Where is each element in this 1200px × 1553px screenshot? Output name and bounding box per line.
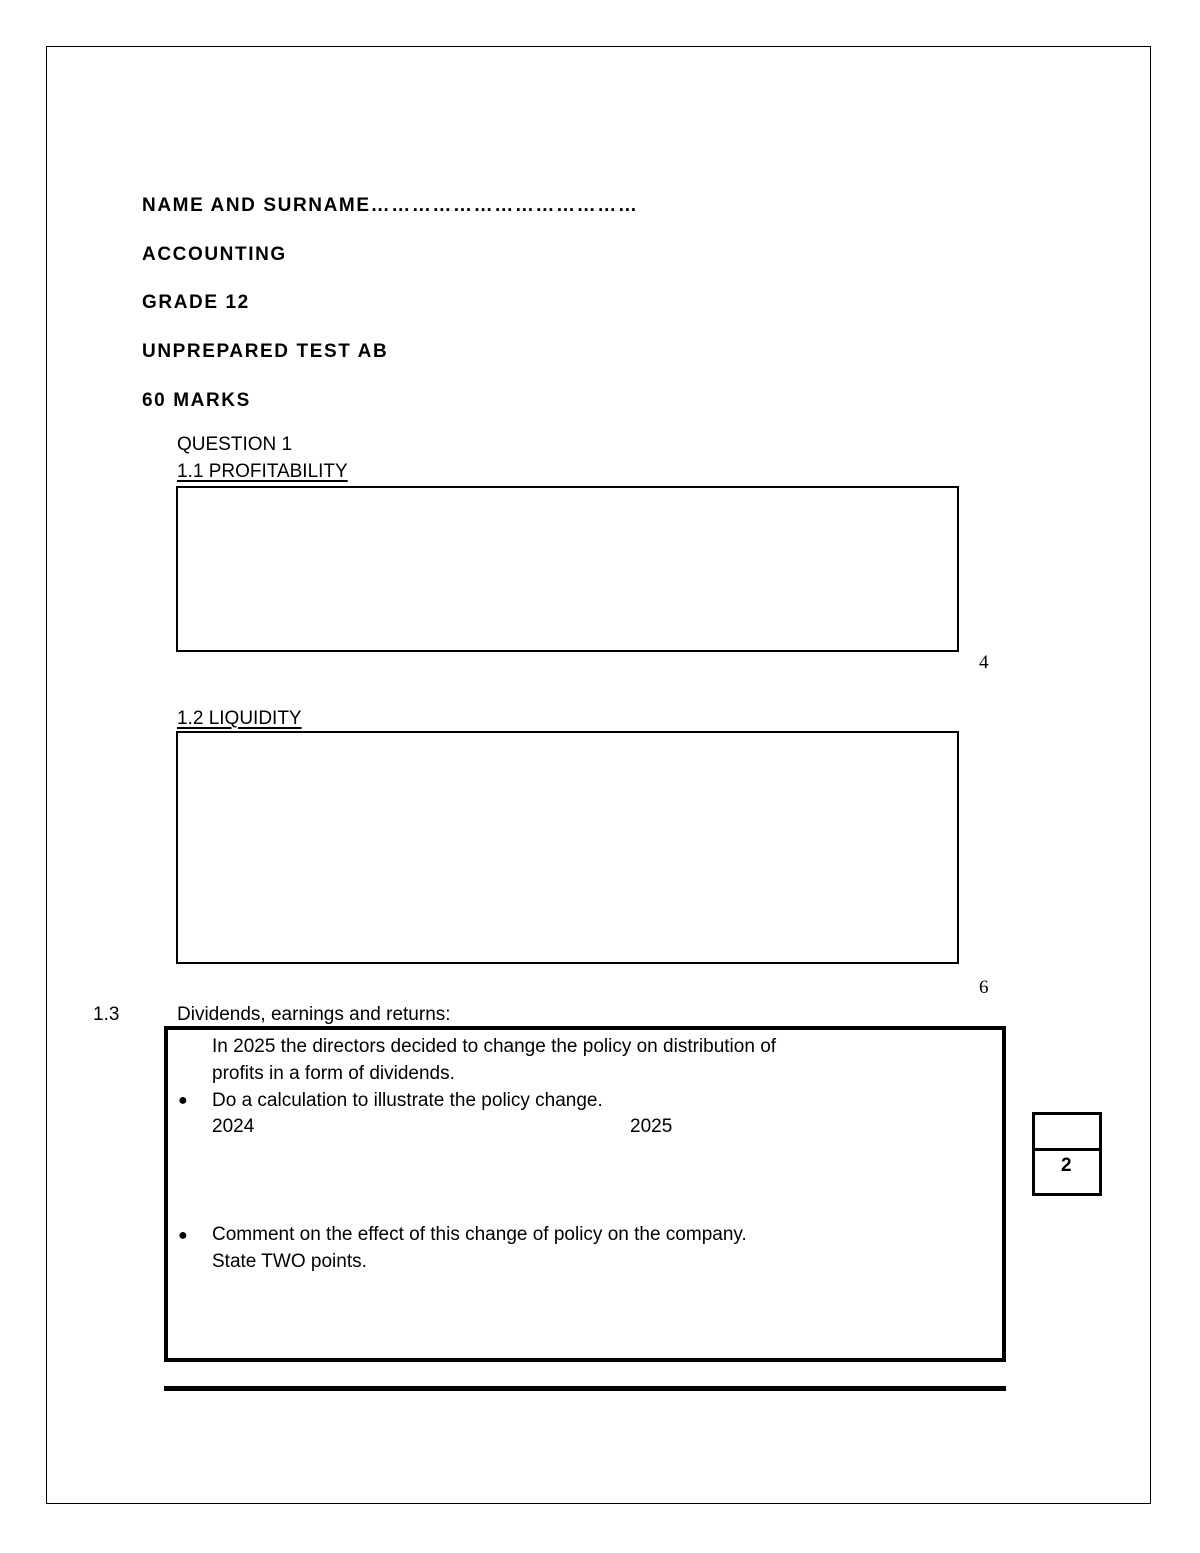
q1-3-year-2025: 2025 — [630, 1116, 673, 1137]
q1-3-intro-line1: In 2025 the directors decided to change the policy on distribution of — [212, 1036, 777, 1057]
q1-2-label: 1.2 LIQUIDITY — [177, 708, 302, 729]
name-and-surname-line: NAME AND SURNAME………………………………… — [142, 195, 639, 216]
marks-box-divider — [1035, 1148, 1099, 1151]
q1-3-bullet2-line2: State TWO points. — [212, 1251, 367, 1272]
q1-3-bullet2-line1: Comment on the effect of this change of policy on the company. — [212, 1224, 747, 1245]
q1-1-answer-box[interactable] — [176, 486, 959, 652]
q1-3-year-2024: 2024 — [212, 1116, 255, 1137]
q1-2-marks: 6 — [979, 977, 989, 998]
q1-2-answer-box[interactable] — [176, 731, 959, 964]
q1-3-marks-box[interactable] — [1032, 1112, 1102, 1196]
q1-1-marks: 4 — [979, 652, 989, 673]
grade-label: GRADE 12 — [142, 292, 250, 313]
bottom-rule — [164, 1386, 1006, 1391]
test-title: UNPREPARED TEST AB — [142, 341, 389, 362]
bullet-icon: ● — [178, 1227, 188, 1244]
subject-title: ACCOUNTING — [142, 244, 287, 265]
q1-3-number: 1.3 — [93, 1004, 120, 1025]
q1-3-bullet1: Do a calculation to illustrate the policy change. — [212, 1090, 603, 1111]
q1-3-intro-line2: profits in a form of dividends. — [212, 1063, 455, 1084]
question-title: QUESTION 1 — [177, 434, 293, 455]
q1-3-heading: Dividends, earnings and returns: — [177, 1004, 451, 1025]
total-marks: 60 MARKS — [142, 390, 251, 411]
q1-3-marks: 2 — [1061, 1155, 1072, 1176]
bullet-icon: ● — [178, 1092, 188, 1109]
q1-1-label: 1.1 PROFITABILITY — [177, 461, 348, 482]
